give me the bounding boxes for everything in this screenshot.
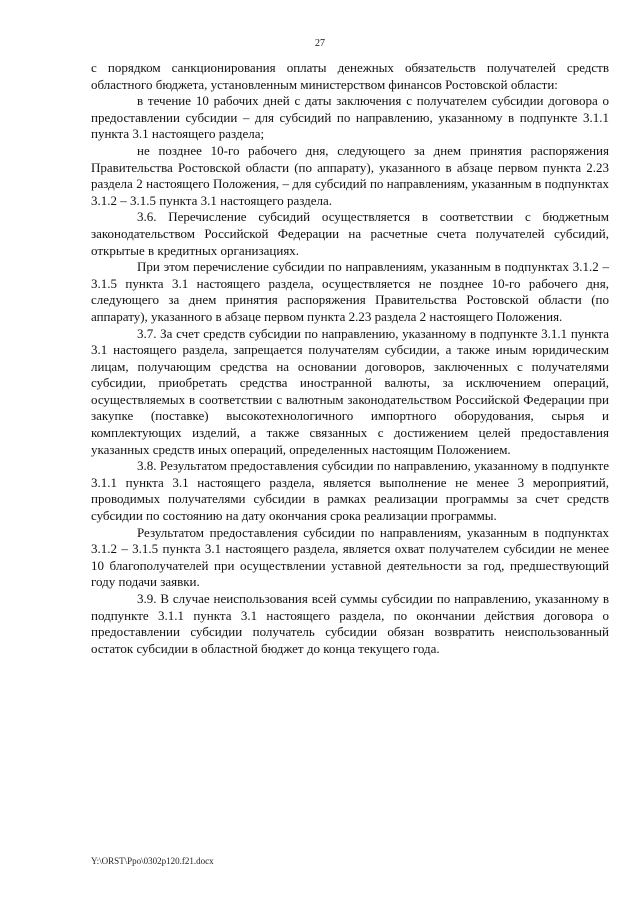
- document-body: [91, 60, 609, 657]
- paragraph-3-8-result: Результатом предоставления субсидии по направлениям, указанным в подпунктах 3.1.2 – 3.1.5 пункта 3.1 настоящего раздела, является охват получателем субсидии не менее 10 благополучателей при осуществлении уставной деятельности за год, предшествующий году подачи заявки.: [91, 524, 609, 590]
- paragraph-3-6-transfer: При этом перечисление субсидии по направлениям, указанным в подпунктах 3.1.2 – 3.1.5 пункта 3.1 настоящего раздела, осуществляется не позднее 10-го рабочего дня, следующего за днем принятия распоряжения Правительства Ростовской области (по аппарату), указанного в абзаце первом пункта 2.23 раздела 2 настоящего Положения.: [91, 259, 609, 324]
- paragraph-3-9: 3.9. В случае неиспользования всей суммы субсидии по направлению, указанному в подпункте 3.1.1 пункта 3.1 настоящего раздела, по окончании действия договора о предоставлении субсидии получатель субсидии обязан возвратить неиспользованный остаток субсидии в областной бюджет до конца текущего года.: [91, 591, 609, 656]
- page-number: 27: [315, 38, 325, 49]
- paragraph-continuation: с порядком санкционирования оплаты денежных обязательств получателей средств областного бюджета, установленным министерством финансов Ростовской области:: [91, 60, 609, 92]
- paragraph-3-6: 3.6. Перечисление субсидий осуществляется в соответствии с бюджетным законодательством Российской Федерации на расчетные счета получателей субсидий, открытые в кредитных организациях.: [91, 209, 609, 258]
- paragraph-3-7: 3.7. За счет средств субсидии по направлению, указанному в подпункте 3.1.1 пункта 3.1 настоящего раздела, запрещается получателям субсидии, а также иным юридическим лицам, получающим средства на основании договоров, заключенных с получателями субсидии, приобретать средства иностранной валюты, за исключением операций, осуществляемых в соответствии с валютным законодательством Российской Федерации при закупке (поставке) высокотехнологичного импортного оборудования, сырья и комплектующих изделий, а также связанных с достижением целей предоставления указанных средств иных операций, определенных настоящим Положением.: [91, 325, 609, 457]
- paragraph-deadline-3-1-1: в течение 10 рабочих дней с даты заключения с получателем субсидии договора о предоставлении субсидии – для субсидий по направлению, указанному в подпункте 3.1.1 пункта 3.1 настоящего раздела;: [91, 93, 609, 142]
- paragraph-3-8: 3.8. Результатом предоставления субсидии по направлению, указанному в подпункте 3.1.1 пункта 3.1 настоящего раздела, является выполнение не менее 3 мероприятий, проводимых получателями субсидии в рамках реализации программы за счет средств субсидии по состоянию на дату окончания срока реализации программы.: [91, 458, 609, 524]
- footer-file-path: Y:\ORST\Ppo\0302p120.f21.docx: [91, 856, 214, 866]
- paragraph-deadline-3-1-2-5: не позднее 10-го рабочего дня, следующего за днем принятия распоряжения Правительства Ростовской области (по аппарату), указанного в абзаце первом пункта 2.23 раздела 2 настоящего Положения, – для субсидий по направлениям, указанным в подпунктах 3.1.2 – 3.1.5 пункта 3.1 настоящего раздела.: [91, 142, 609, 208]
